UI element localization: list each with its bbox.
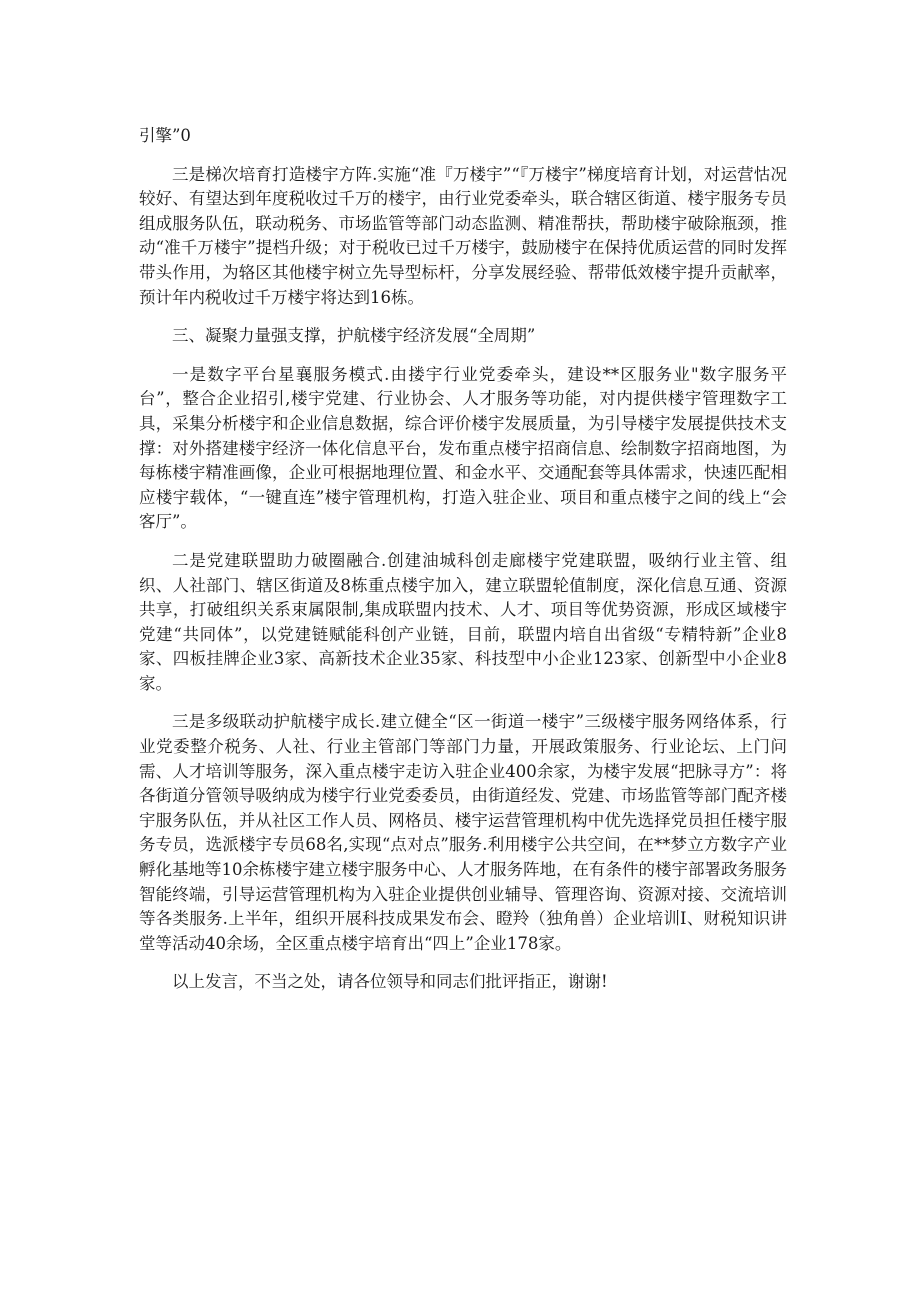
paragraph-multilevel-linkage: 三是多级联动护航楼宇成长.建立健全“区一街道一楼宇”三级楼宇服务网络体系，行业党委整介税务、人社、行业主管部门等部门力量，开展政策服务、行业论坛、上门问需、人才培训等服务，深入重点楼宇走访入驻企业400余家，为楼宇发展“把脉寻方”：将各街道分管领导吸纳成为楼宇行业党委委员，由街道经发、党建、市场监管等部门配齐楼宇服务队伍，并从社区工作人员、网格员、楼宇运营管理机构中优先选择党员担任楼宇服务专员，选派楼宇专员68名,实现“点对点”服务.利用楼宇公共空间，在**梦立方数字产业孵化基地等10余栋楼宇建立楼宇服务中心、人才服务阵地，在有条件的楼宇部署政务服务智能终端，引导运营管理机构为入驻企业提供创业辅导、管理咨询、资源对接、交流培训等各类服务.上半年，组织开展科技成果发布会、瞪羚（独角兽）企业培训I、财税知识讲堂等活动40余场，全区重点楼宇培育出“四上”企业178家。: [139, 712, 787, 953]
paragraph-continuation: 引擎”0: [139, 126, 191, 145]
paragraph-digital-platform: 一是数字平台星襄服务模式.由搂宇行业党委牵头，建设**区服务业"数字服务平台”，整合企业招引,楼宇党建、行业协会、人才服务等功能，对内提供楼宇管理数字工具，采集分析楼宇和企业信息数据，综合评价楼宇发展质量，为引导楼宇发展提供技术支撑：对外搭建楼宇经济一体化信息平台，发布重点楼宇招商信息、绘制数字招商地图，为每栋楼宇精准画像，企业可根据地理位置、和金水平、交通配套等具体需求，快速匹配相应楼宇载体，“一键直连”楼宇管理机构，打造入驻企业、项目和重点楼宇之间的线上“会客厅”。: [139, 364, 787, 532]
document-body: [139, 124, 787, 1009]
paragraph-tiered-cultivation: 三是梯次培育打造楼宇方阵.实施“准『万楼宇”“『万楼宇”梯度培育计划，对运营怙况较好、有望达到年度税收过千万的楼宇，由行业党委牵头，联合辖区街道、楼宇服务专员组成服务队伍，联动税务、市场监管等部门动态监测、精准帮扶，帮助楼宇破除瓶颈，推动“准千万楼宇”提档升级；对于税收已过千万楼宇，鼓励楼宇在保持优质运营的同时发挥带头作用，为辂区其他楼宇树立先导型标杆，分享发展经验、帮带低效楼宇提升贡献率，预计年内税收过千万楼宇将达到16栋。: [139, 164, 787, 307]
paragraph-party-alliance: 二是党建联盟助力破圈融合.创建油城科创走廊楼宇党建联盟，吸纳行业主管、组织、人社部门、辖区街道及8栋重点楼宇加入，建立联盟轮值制度，深化信息互通、资源共享，打破组织关系束属限制,集成联盟内技术、人才、项目等优势资源，形成区域楼宇党建“共同体”，以党建链赋能科创产业链，目前，联盟内培自出省级“专精特新”企业8家、四板挂牌企业3家、高新技术企业35家、科技型中小企业123家、创新型中小企业8家。: [139, 550, 787, 693]
paragraph-closing-remarks: 以上发言，不当之处，请各位领导和同志们批评指正，谢谢!: [172, 972, 608, 992]
section-heading-three: 三、凝聚力量强支撑，护航楼宇经济发展“全周期”: [172, 326, 536, 346]
